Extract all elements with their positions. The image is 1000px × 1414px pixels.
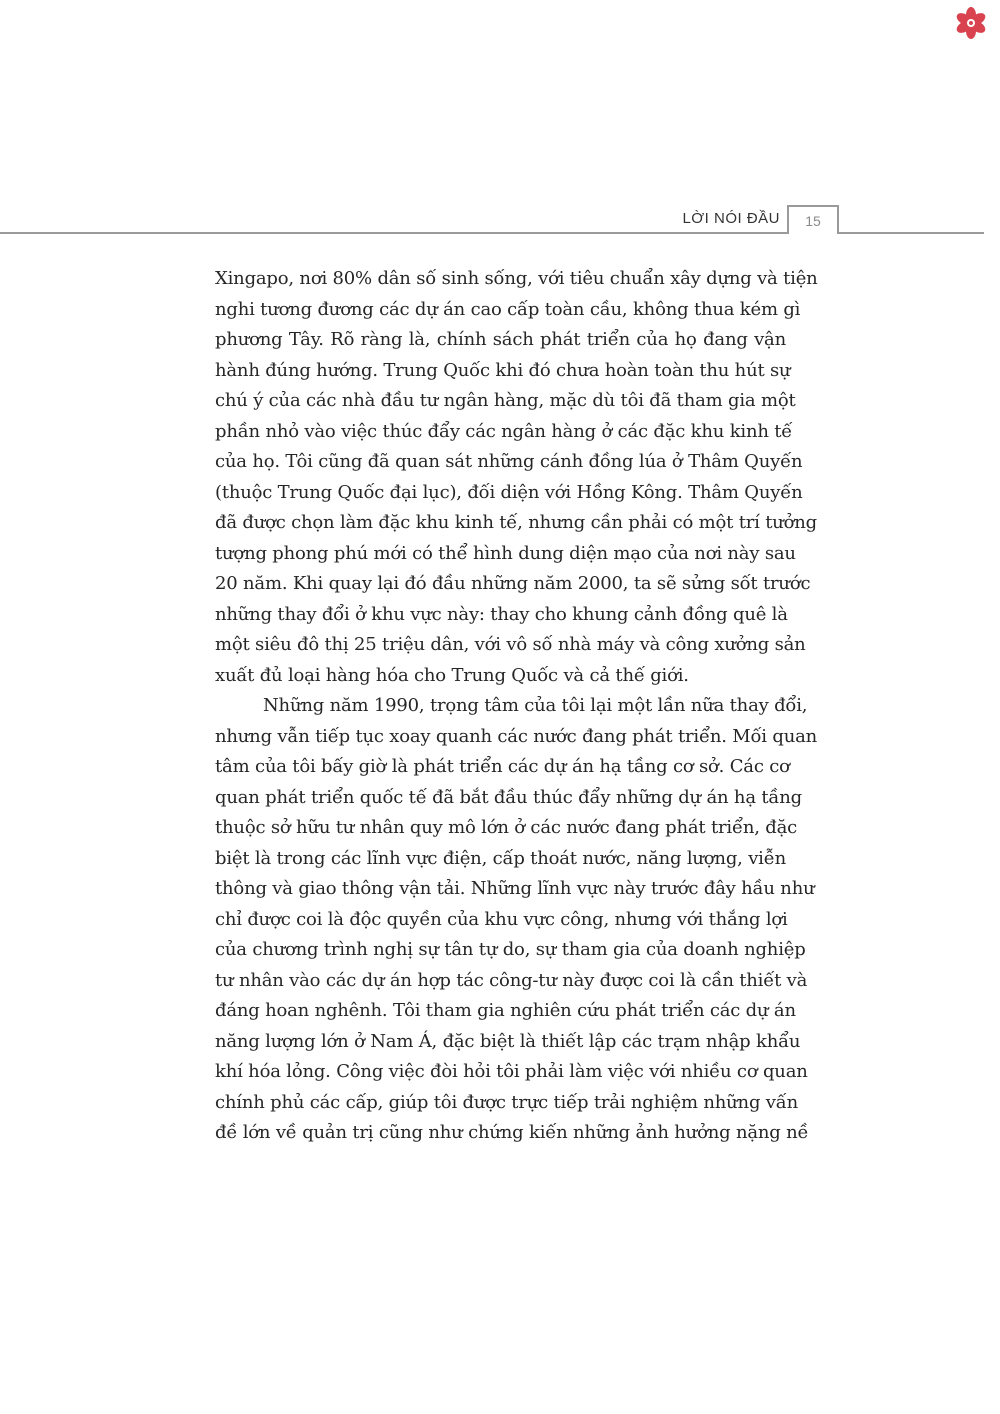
text-line: phương Tây. Rõ ràng là, chính sách phát triển của họ đang vận (215, 329, 786, 350)
text-line: chỉ được coi là độc quyền của khu vực công, nhưng với thắng lợi (215, 908, 788, 930)
page-number-box (787, 205, 839, 234)
text-line: khí hóa lỏng. Công việc đòi hỏi tôi phải làm việc với nhiều cơ quan (215, 1061, 808, 1082)
paragraph-start-line: Những năm 1990, trọng tâm của tôi lại một lần nữa thay đổi, (263, 695, 808, 716)
text-line: tượng phong phú mới có thể hình dung diện mạo của nơi này sau (215, 542, 796, 564)
text-line: chú ý của các nhà đầu tư ngân hàng, mặc dù tôi đã tham gia một (215, 390, 796, 411)
text-line: thuộc sở hữu tư nhân quy mô lớn ở các nước đang phát triển, đặc (215, 817, 798, 838)
text-line: của chương trình nghị sự tân tự do, sự tham gia của doanh nghiệp (215, 939, 806, 960)
flower-ornament-icon (954, 6, 988, 40)
text-line: Xingapo, nơi 80% dân số sinh sống, với tiêu chuẩn xây dựng và tiện (215, 268, 818, 289)
text-line: biệt là trong các lĩnh vực điện, cấp thoát nước, năng lượng, viễn (215, 847, 786, 869)
running-title: LỜI NÓI ĐẦU (682, 210, 780, 227)
body-text (215, 264, 818, 1149)
paragraph-end-line: xuất đủ loại hàng hóa cho Trung Quốc và cả thế giới. (215, 664, 689, 686)
text-line: đề lớn về quản trị cũng như chứng kiến những ảnh hưởng nặng nề (215, 1122, 809, 1143)
text-line: hành đúng hướng. Trung Quốc khi đó chưa hoàn toàn thu hút sự (215, 359, 791, 381)
text-line: nhưng vẫn tiếp tục xoay quanh các nước đang phát triển. Mối quan (215, 725, 818, 747)
text-line: quan phát triển quốc tế đã bắt đầu thúc đẩy những dự án hạ tầng (215, 786, 802, 808)
text-line: (thuộc Trung Quốc đại lục), đối diện với Hồng Kông. Thâm Quyến (215, 481, 803, 503)
text-line: phần nhỏ vào việc thúc đẩy các ngân hàng ở các đặc khu kinh tế (215, 420, 793, 442)
text-line: năng lượng lớn ở Nam Á, đặc biệt là thiết lập các trạm nhập khẩu (215, 1030, 801, 1052)
text-line: một siêu đô thị 25 triệu dân, với vô số nhà máy và công xưởng sản (215, 634, 806, 655)
text-line: những thay đổi ở khu vực này: thay cho khung cảnh đồng quê là (215, 603, 788, 625)
text-line: đã được chọn làm đặc khu kinh tế, nhưng cần phải có một trí tưởng (215, 512, 817, 533)
page-number: 15 (805, 213, 821, 229)
text-line: đáng hoan nghênh. Tôi tham gia nghiên cứu phát triển các dự án (215, 1000, 796, 1021)
text-line: 20 năm. Khi quay lại đó đầu những năm 2000, ta sẽ sửng sốt trước (215, 573, 811, 594)
text-line: chính phủ các cấp, giúp tôi được trực tiếp trải nghiệm những vấn (215, 1091, 798, 1113)
text-line: tâm của tôi bấy giờ là phát triển các dự án hạ tầng cơ sở. Các cơ (215, 756, 790, 777)
text-line: thông và giao thông vận tải. Những lĩnh vực này trước đây hầu như (215, 878, 815, 899)
text-line: tư nhân vào các dự án hợp tác công-tư này được coi là cần thiết và (215, 969, 808, 991)
text-line: của họ. Tôi cũng đã quan sát những cánh đồng lúa ở Thâm Quyến (215, 451, 803, 472)
text-line: nghi tương đương các dự án cao cấp toàn cầu, không thua kém gì (215, 298, 801, 320)
